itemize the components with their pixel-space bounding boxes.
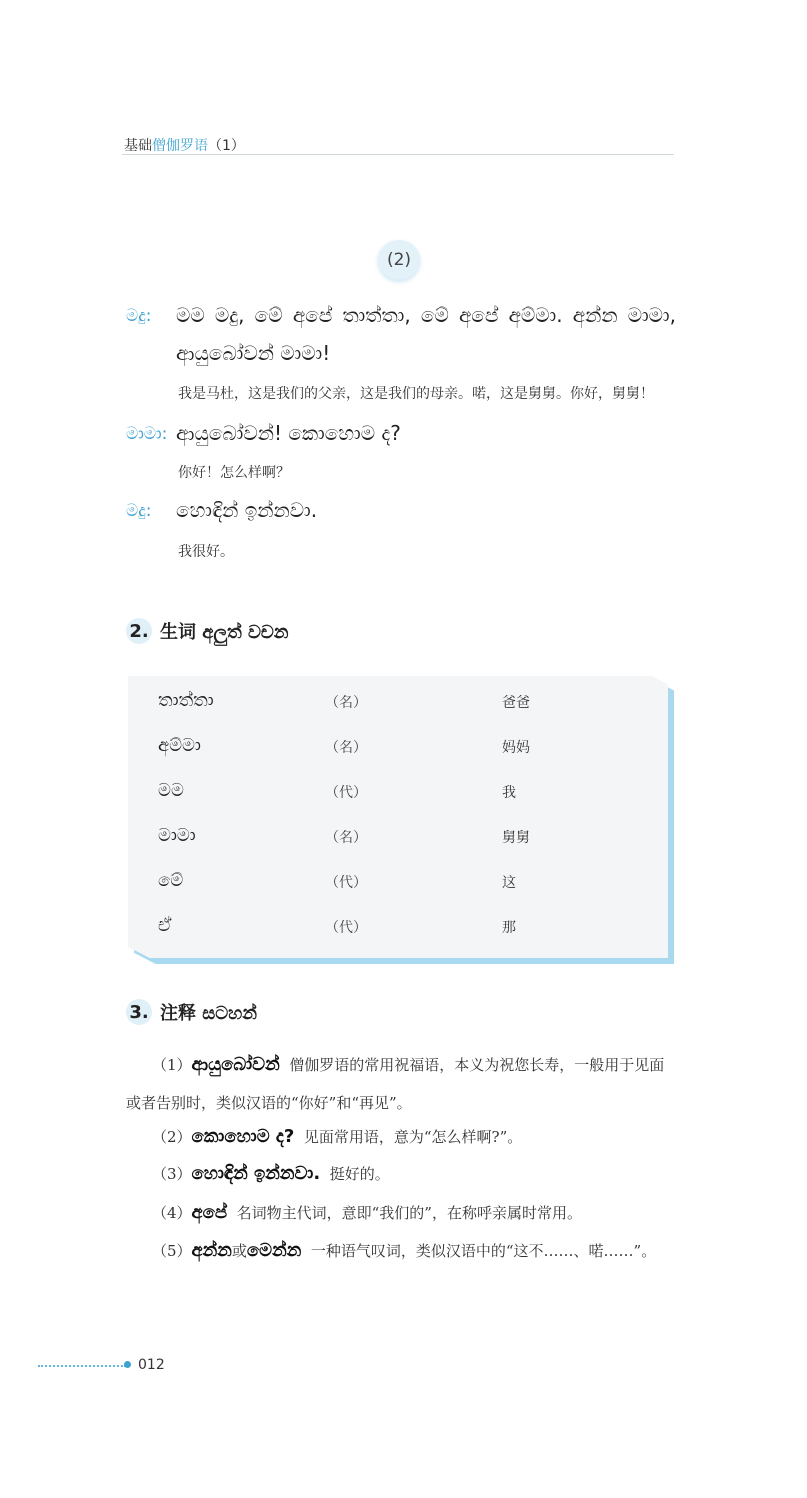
note-item — [152, 1240, 656, 1261]
note-item — [152, 1202, 582, 1223]
vocab-meaning: 妈妈 — [502, 740, 530, 756]
vocab-word: ඒ — [158, 915, 172, 936]
note-term: හොඳින් ඉන්නවා. — [191, 1163, 321, 1184]
note-term: මෙන්න — [246, 1240, 302, 1261]
vocab-meaning: 舅舅 — [502, 830, 530, 846]
note-text: 名词物主代词，意即“我们的”，在称呼亲属时常用。 — [236, 1204, 582, 1222]
vocab-pos: （代） — [325, 875, 367, 891]
section-heading-notes — [126, 999, 257, 1025]
note-joiner: 或 — [231, 1242, 247, 1260]
dialogue-line-sinhala: ආයුබෝවන්! කොහොම ද? — [176, 421, 401, 445]
speaker-label: මාමා: — [126, 424, 168, 444]
vocab-pos: （名） — [325, 830, 367, 846]
vocab-meaning: 爸爸 — [502, 695, 530, 711]
note-text: 僧伽罗语的常用祝福语，本义为祝您长寿，一般用于见面 — [289, 1056, 665, 1074]
note-number: （3） — [152, 1165, 192, 1183]
vocab-row — [158, 870, 578, 900]
vocab-word: මාමා — [158, 825, 196, 846]
header-title-prefix: 基础 — [124, 138, 152, 154]
dialogue-line-sinhala: හොඳින් ඉන්නවා. — [176, 498, 318, 522]
note-number: （5） — [152, 1242, 192, 1260]
note-continuation: 或者告别时，类似汉语的“你好”和“再见”。 — [126, 1094, 412, 1112]
dialogue-line-chinese: 你好！怎么样啊？ — [178, 465, 290, 481]
vocab-row — [158, 915, 578, 945]
vocab-word: මේ — [158, 870, 184, 891]
vocab-meaning: 这 — [502, 875, 516, 891]
vocab-pos: （名） — [325, 695, 367, 711]
vocab-pos: （名） — [325, 740, 367, 756]
vocab-row — [158, 735, 578, 765]
vocab-word: මම — [158, 780, 184, 801]
speaker-label: මදු: — [126, 306, 152, 326]
vocab-pos: （代） — [325, 920, 367, 936]
section-title: 注释 සටහන් — [160, 1003, 257, 1024]
vocab-row — [158, 690, 578, 720]
dialogue-number-badge: (2) — [378, 240, 420, 280]
note-number: （4） — [152, 1204, 192, 1222]
note-term: කොහොම ද? — [191, 1126, 295, 1147]
note-item — [152, 1163, 390, 1184]
vocab-row — [158, 780, 578, 810]
note-number: （1） — [152, 1056, 192, 1074]
vocab-word: අම්මා — [158, 735, 201, 756]
footer-dot — [124, 1361, 131, 1368]
page-number: 012 — [138, 1357, 165, 1373]
vocab-meaning: 我 — [502, 785, 516, 801]
section-title: 生词 අලුත් වචන — [160, 622, 289, 643]
note-text: 挺好的。 — [329, 1165, 390, 1183]
dialogue-line-sinhala: ආයුබෝවන් මාමා! — [176, 341, 331, 365]
note-term: ආයුබෝවන් — [191, 1054, 280, 1075]
section-heading-vocab — [126, 618, 288, 644]
vocab-row — [158, 825, 578, 855]
dialogue-line-chinese: 我很好。 — [178, 544, 234, 560]
running-header — [124, 135, 245, 155]
dialogue-line-sinhala: මම මදු, මේ අපේ තාත්තා, මේ අපේ අම්මා. අන්න මාමා, — [176, 303, 676, 327]
dialogue-line-chinese: 我是马杜，这是我们的父亲，这是我们的母亲。喏，这是舅舅。你好，舅舅！ — [178, 386, 654, 402]
footer-dotted-rule — [38, 1365, 126, 1367]
note-term: අන්න — [191, 1240, 232, 1261]
vocab-pos: （代） — [325, 785, 367, 801]
speaker-label: මදු: — [126, 501, 152, 521]
section-number: 2. — [126, 618, 152, 644]
note-term: අපේ — [191, 1202, 228, 1223]
note-text: 一种语气叹词，类似汉语中的“这不……、喏……”。 — [310, 1242, 657, 1260]
section-number: 3. — [126, 999, 152, 1025]
vocab-word: තාත්තා — [158, 690, 214, 711]
note-item — [152, 1126, 522, 1147]
header-title-volume: （1） — [208, 138, 245, 154]
note-text: 见面常用语，意为“怎么样啊?”。 — [303, 1128, 523, 1146]
note-item — [152, 1054, 664, 1075]
vocab-meaning: 那 — [502, 920, 516, 936]
note-number: （2） — [152, 1128, 192, 1146]
header-title-language: 僧伽罗语 — [152, 138, 208, 154]
